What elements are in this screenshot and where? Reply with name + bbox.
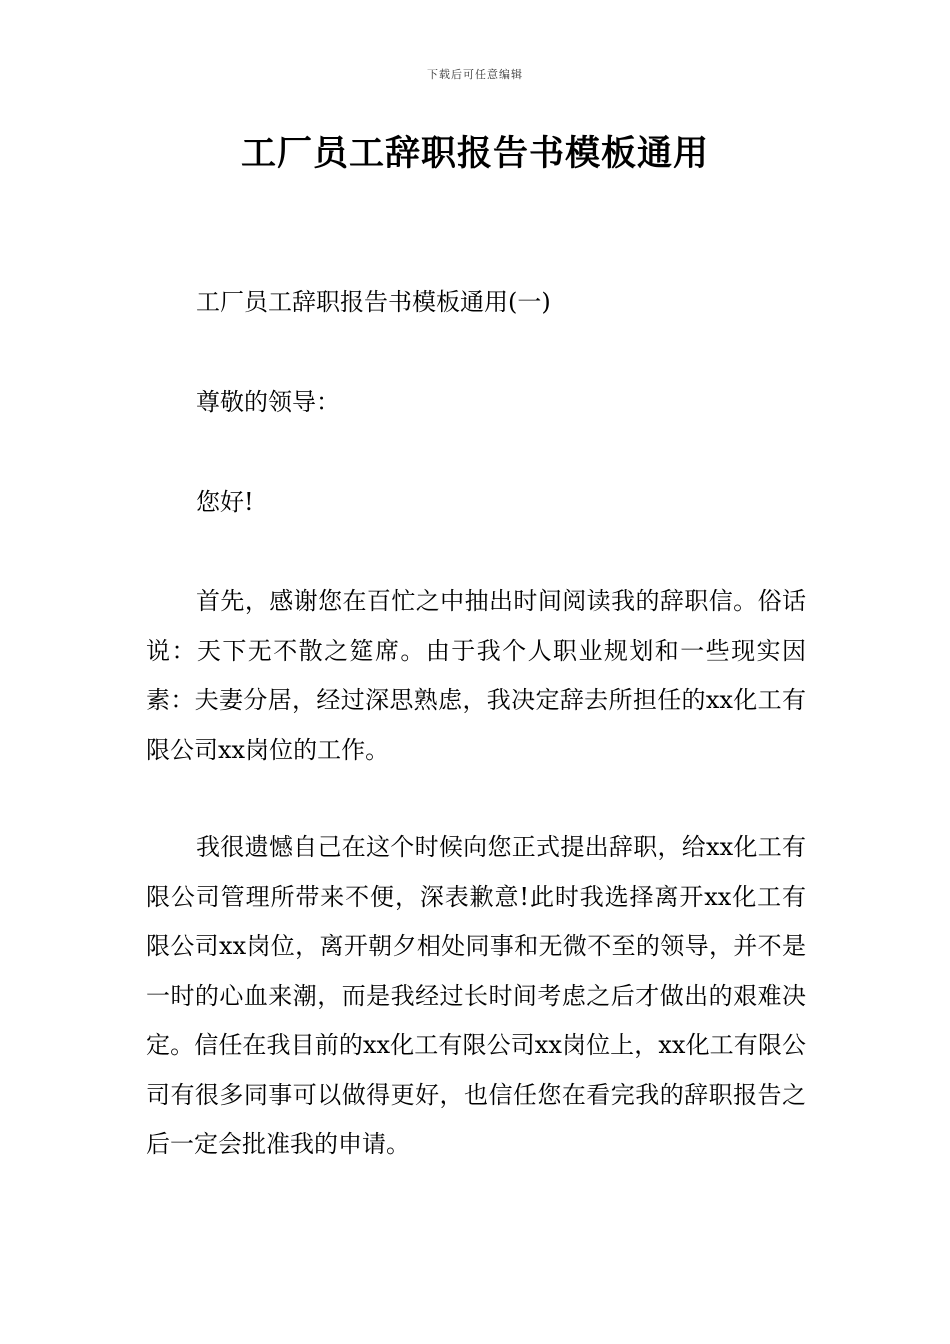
section-heading: 工厂员工辞职报告书模板通用(一)	[196, 288, 551, 316]
body-paragraph-1: 首先，感谢您在百忙之中抽出时间阅读我的辞职信。俗话说：天下无不散之筵席。由于我个人职业规划和一些现实因素：夫妻分居，经过深思熟虑，我决定辞去所担任的xx化工有限公司xx岗位的工作。	[146, 587, 806, 764]
document-title: 工厂员工辞职报告书模板通用	[240, 134, 709, 174]
greeting: 您好!	[196, 488, 254, 516]
body-paragraph-2: 我很遗憾自己在这个时候向您正式提出辞职，给xx化工有限公司管理所带来不便，深表歉意!此时我选择离开xx化工有限公司xx岗位，离开朝夕相处同事和无微不至的领导，并不是一时的心血来潮，而是我经过长时间考虑之后才做出的艰难决定。信任在我目前的xx化工有限公司xx岗位上，xx化工有限公司有很多同事可以做得更好，也信任您在看完我的辞职报告之后一定会批准我的申请。	[146, 833, 806, 1158]
salutation: 尊敬的领导：	[196, 388, 340, 416]
header-note: 下载后可任意编辑	[427, 68, 523, 81]
